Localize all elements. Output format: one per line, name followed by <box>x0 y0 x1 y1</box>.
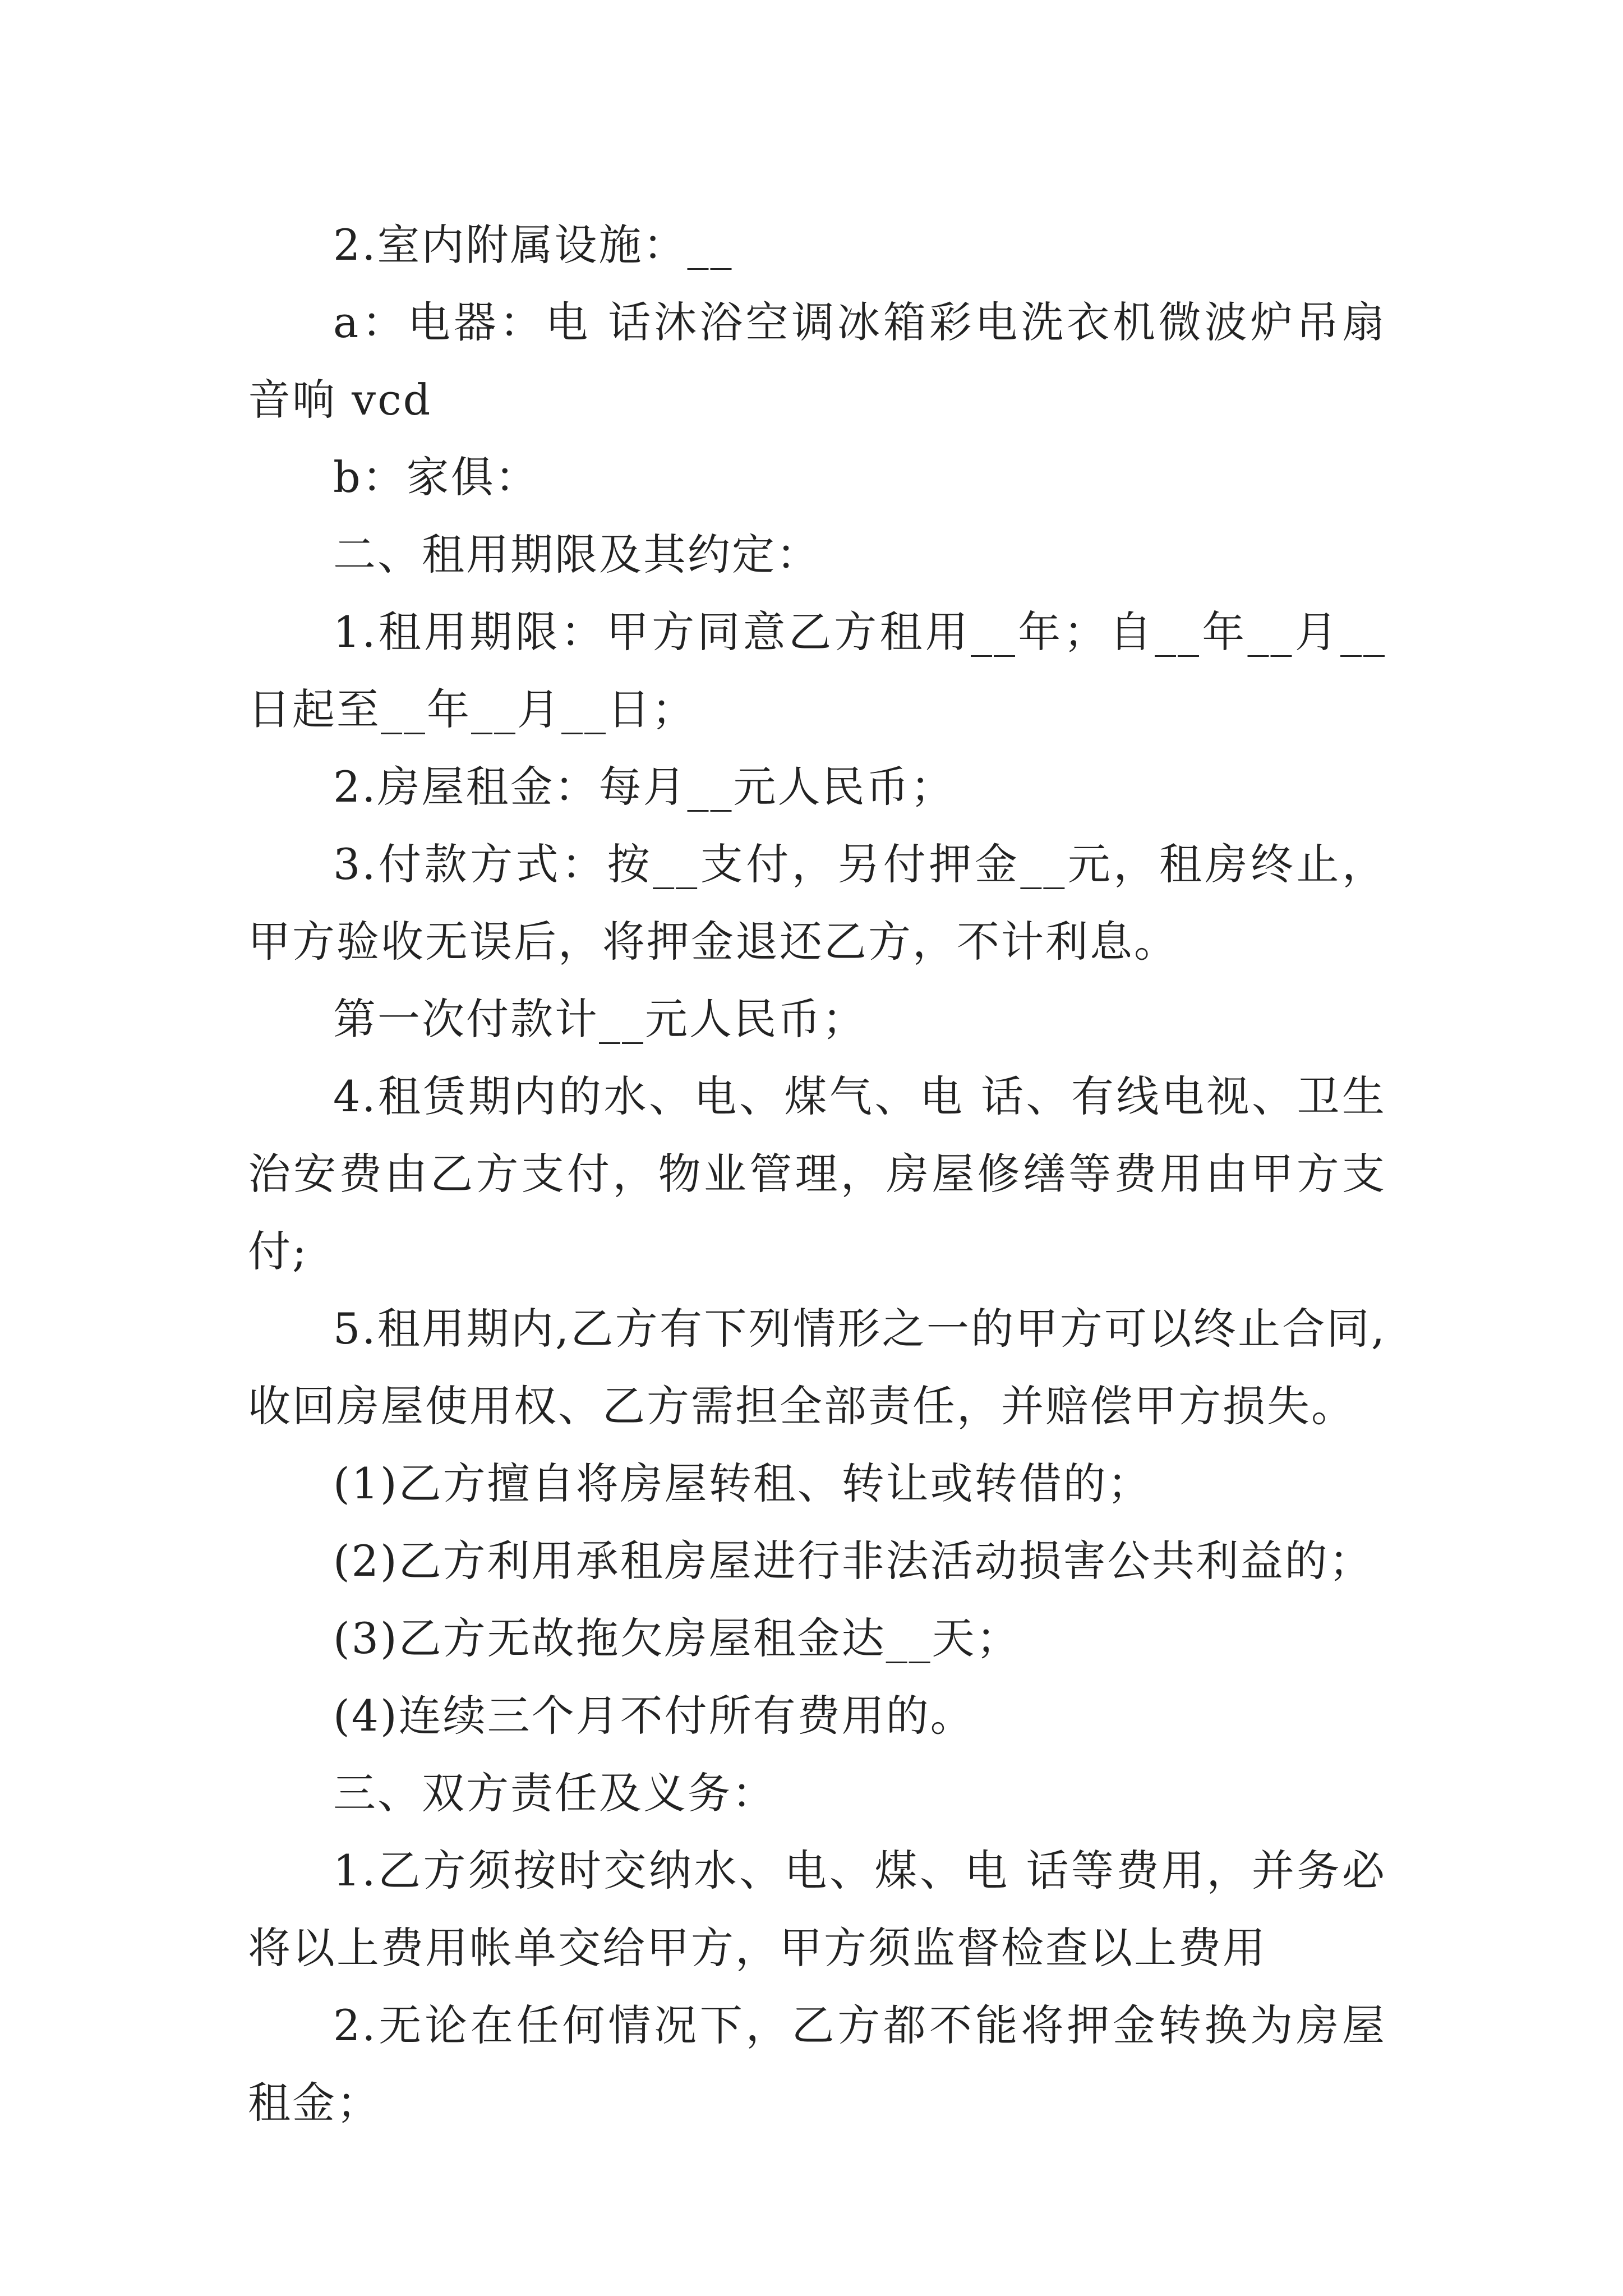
paragraph-appliances: a：电器：电 话沐浴空调冰箱彩电洗衣机微波炉吊扇音响 vcd <box>248 297 1386 425</box>
contract-body <box>248 206 1386 2142</box>
section-heading-responsibilities: 三、双方责任及义务： <box>333 1768 776 1818</box>
section-heading-lease-term: 二、租用期限及其约定： <box>333 530 820 579</box>
paragraph-clause-1: (1)乙方擅自将房屋转租、转让或转借的； <box>333 1458 1152 1508</box>
paragraph-termination: 5.租用期内,乙方有下列情形之一的甲方可以终止合同,收回房屋使用权、乙方需担全部责任，并赔偿甲方损失。 <box>248 1304 1386 1431</box>
paragraph-responsibility-2: 2.无论在任何情况下，乙方都不能将押金转换为房屋租金； <box>248 2000 1386 2128</box>
paragraph-lease-period: 1.租用期限：甲方同意乙方租用__年；自__年__月__日起至__年__月__日； <box>248 607 1386 734</box>
paragraph-clause-3: (3)乙方无故拖欠房屋租金达__天； <box>333 1613 1021 1663</box>
paragraph-utilities: 4.租赁期内的水、电、煤气、电 话、有线电视、卫生治安费由乙方支付，物业管理，房屋修缮等费用由甲方支付; <box>248 1071 1386 1276</box>
paragraph-clause-4: (4)连续三个月不付所有费用的。 <box>333 1691 975 1741</box>
paragraph-facilities: 2.室内附属设施：__ <box>333 220 734 270</box>
paragraph-furniture: b：家俱： <box>333 452 540 502</box>
paragraph-clause-2: (2)乙方利用承租房屋进行非法活动损害公共利益的； <box>333 1536 1373 1586</box>
paragraph-responsibility-1: 1.乙方须按时交纳水、电、煤、电 话等费用，并务必将以上费用帐单交给甲方，甲方须监督检查以上费用 <box>248 1846 1386 1973</box>
paragraph-rent: 2.房屋租金：每月__元人民币； <box>333 762 955 812</box>
paragraph-payment-method: 3.付款方式：按__支付，另付押金__元，租房终止，甲方验收无误后，将押金退还乙方，不计利息。 <box>248 839 1386 967</box>
paragraph-first-payment: 第一次付款计__元人民币； <box>333 994 866 1044</box>
